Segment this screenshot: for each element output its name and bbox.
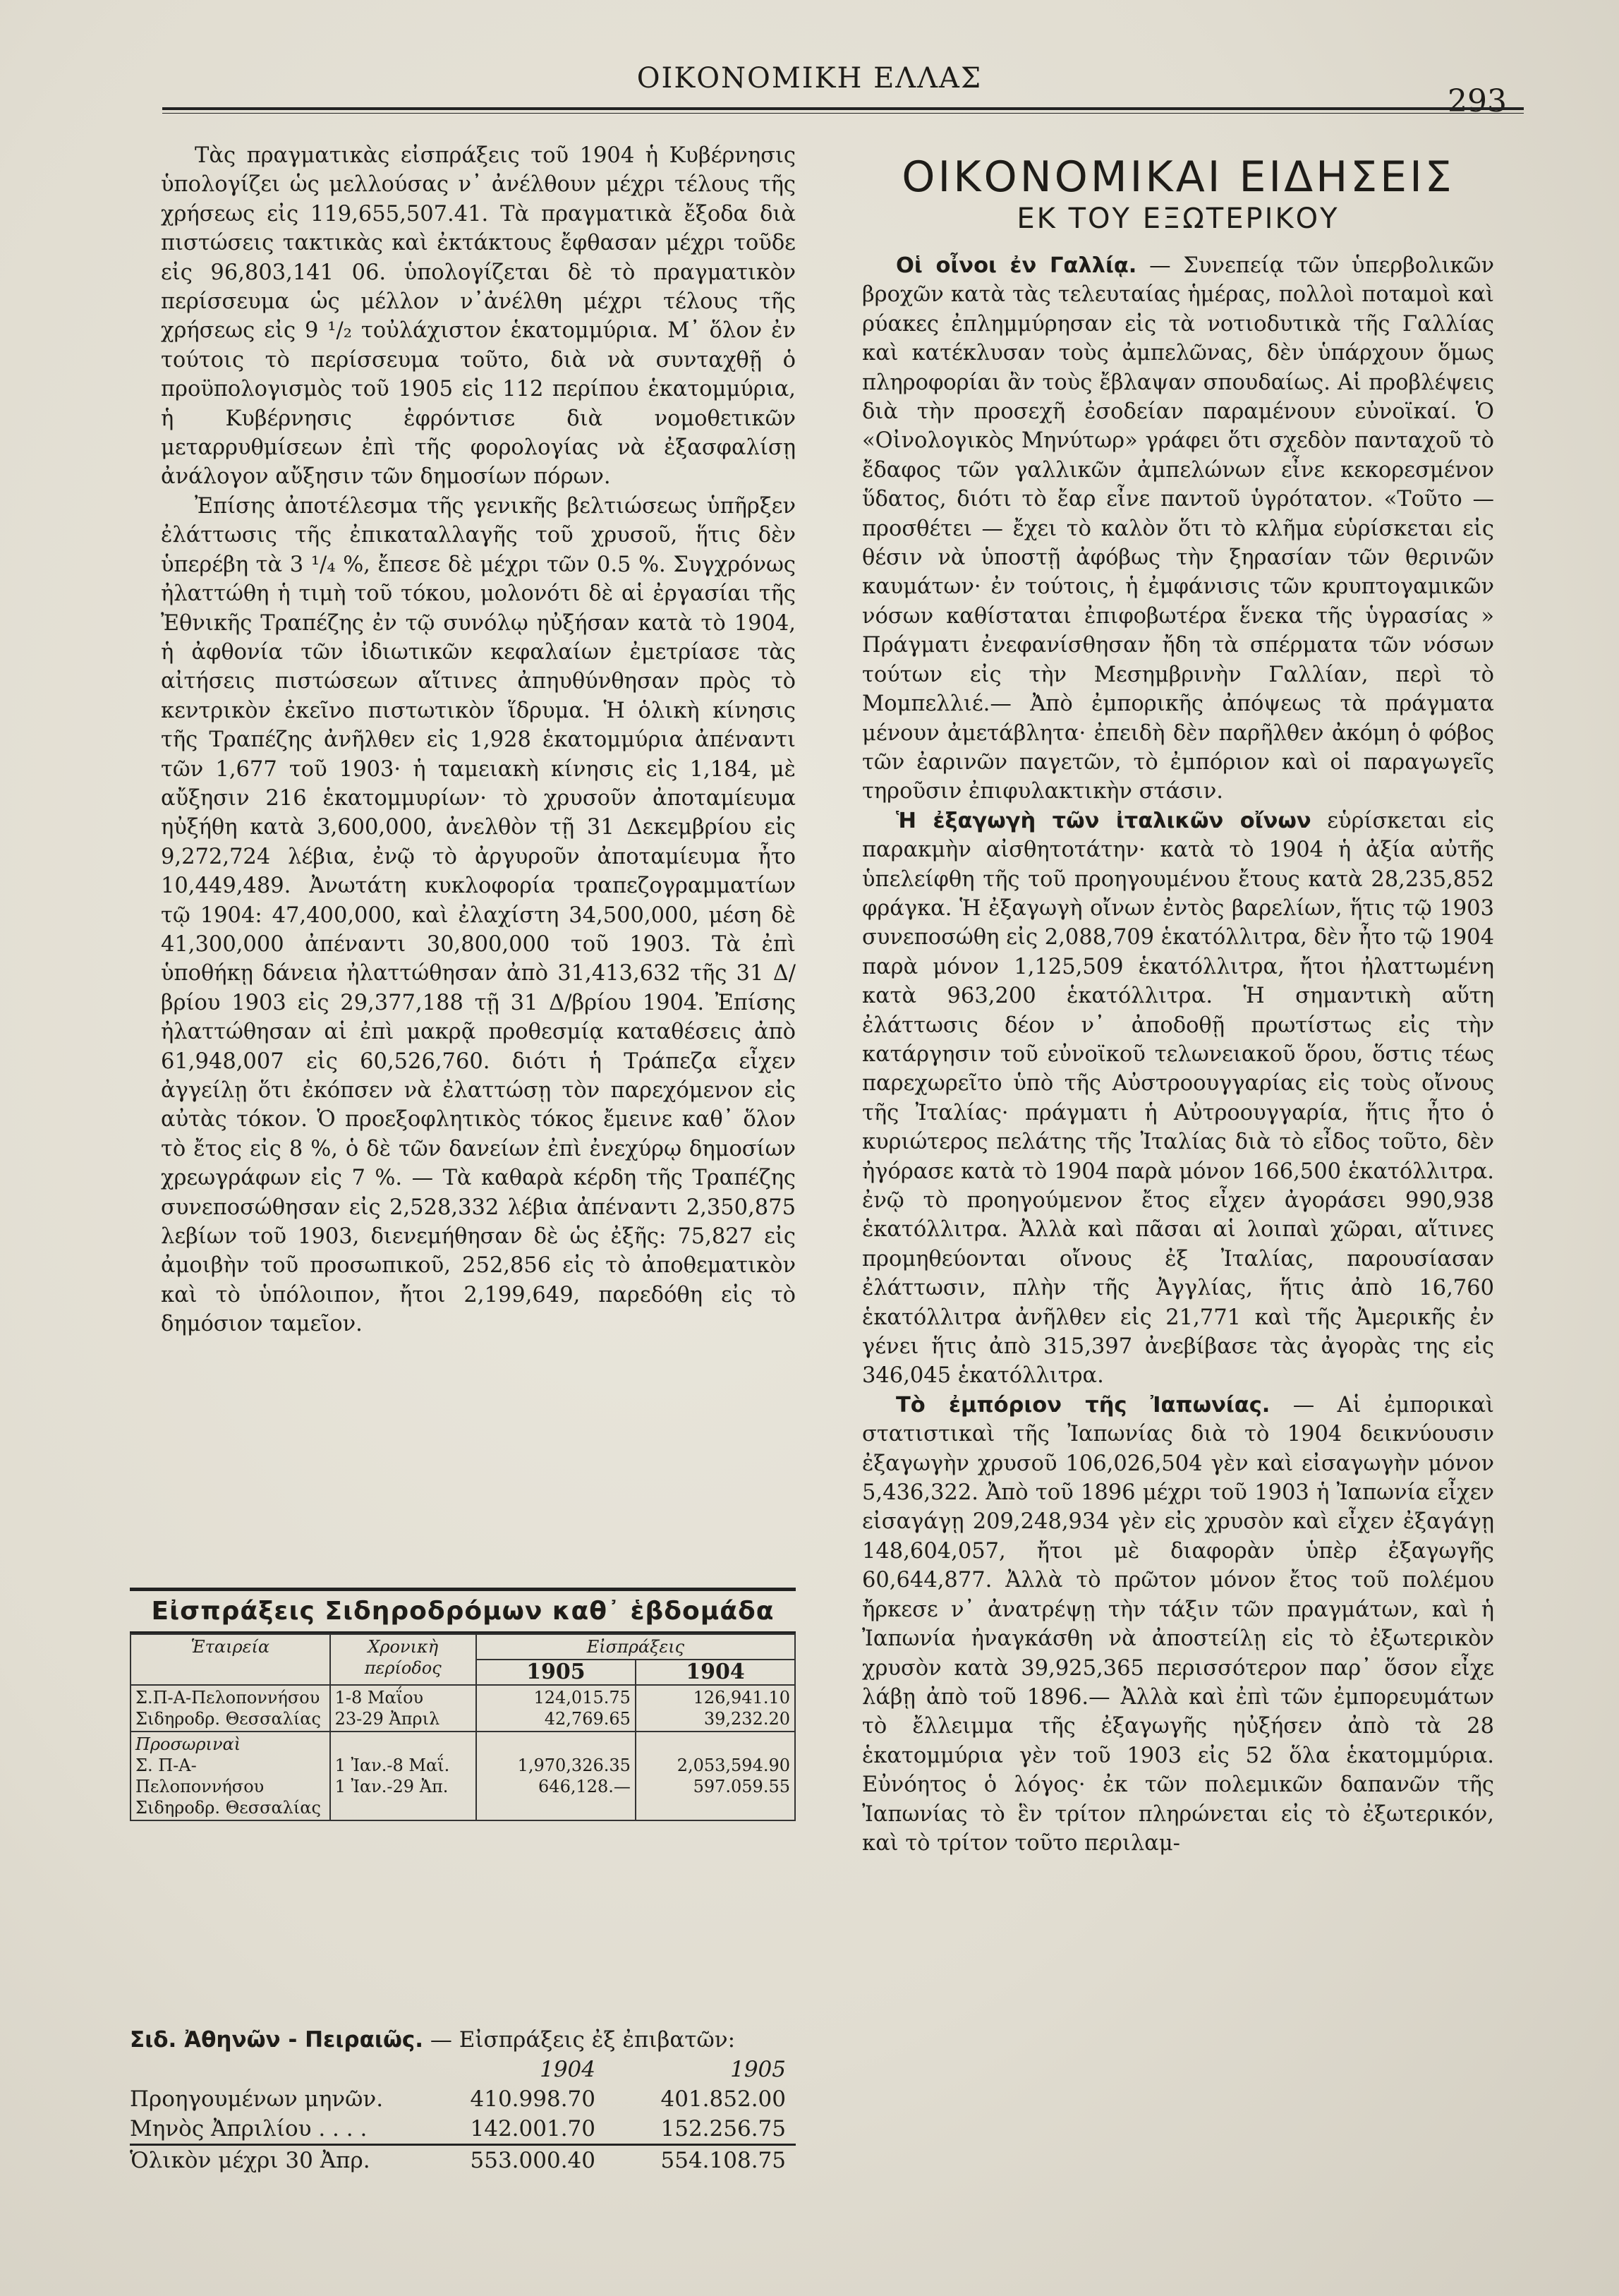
value-1904: 126,941.10 — [693, 1688, 790, 1708]
period-cell — [330, 1685, 476, 1732]
news-text: εὑρίσκεται εἰς παρακμὴν αἰσθητοτάτην· κατὰ τὸ 1904 ἡ ἀξία αὐτῆς ὑπελείφθη τῆς τοῦ προηγουμένου ἔτους κατὰ 28,235,852 φράγκα. Ἡ ἐξαγωγὴ οἴνων ἐντὸς βαρελίων, ἥτις τῷ 1903 συνεποσώθη εἰς 2,088,709 ἑκατόλλιτρα, δὲν ἦτο τῷ 1904 παρὰ μόνον 1,125,509 ἑκατόλλιτρα, ἤτοι ἠλαττωμένη κατὰ 963,200 ἑκατόλλιτρα. Ἡ σημαντικὴ αὕτη ἐλάττωσις δέον ν᾽ ἀποδοθῇ πρωτίστως εἰς τὴν κατάργησιν τοῦ εὐνοϊκοῦ τελωνειακοῦ ὅρου, ὅστις τέως παρεχωρεῖτο ὑπὸ τῆς Αὐστροουγγαρίας εἰς τοὺς οἴνους τῆς Ἰταλίας· πράγματι ἡ Αὐτροουγγαρία, ἥτις ἦτο ὁ κυριώτερος πελάτης τῆς Ἰταλίας διὰ τὸ εἶδος τοῦτο, δὲν ἠγόρασε κατὰ τὸ 1904 παρὰ μόνον 166,500 ἑκατόλλιτρα. ἐνῷ τὸ προηγούμενον ἔτος εἶχεν ἀγοράσει 990,938 ἑκατόλλιτρα. Ἀλλὰ καὶ πᾶσαι αἱ λοιπαὶ χῶραι, αἵτινες προμηθεύονται οἴνους ἐξ Ἰταλίας, παρουσίασαν ἐλάττωσιν, πλὴν τῆς Ἀγγλίας, ἥτις ἀπὸ 16,760 ἑκατόλλιτρα ἀνῆλθεν εἰς 21,771 καὶ τῆς Ἀμερικῆς ἐν γένει ἥτις ἀπὸ 315,397 ἀνεβίβασε τὰς ἀγορὰς της εἰς 346,045 ἑκατόλλιτρα. — [862, 808, 1494, 1389]
news-heading: Ἡ ἐξαγωγὴ τῶν ἰταλικῶν οἴνων — [896, 808, 1311, 833]
year-1905-label: 1905 — [730, 2057, 786, 2082]
athens-piraeus-subtitle: — Εἰσπράξεις ἐξ ἐπιβατῶν: — [430, 2027, 736, 2053]
railway-table-title: Εἰσπράξεις Σιδηροδρόμων καθ᾽ ἑβδομάδα — [130, 1588, 796, 1633]
company-cell — [131, 1685, 330, 1732]
left-column — [161, 141, 796, 1339]
news-item-italian-wines — [862, 806, 1494, 1391]
year-1904-label: 1904 — [540, 2057, 595, 2082]
value-1905: 554.108.75 — [660, 2148, 786, 2173]
news-text: — Συνεπείᾳ τῶν ὑπερβολικῶν βροχῶν κατὰ τὰς τελευταίας ἡμέρας, πολλοὶ ποταμοὶ καὶ ρύακες ἐπλημμύρησαν εἰς τὰ νοτιοδυτικὰ τῆς Γαλλίας καὶ κατέκλυσαν τοὺς ἀμπελῶνας, δὲν ὑπάρχουν ὅμως πληροφορίαι ἂν τοὺς ἔβλαψαν σπουδαίως. Αἱ προβλέψεις διὰ τὴν προσεχῆ ἐσοδείαν παραμένουν εὐνοϊκαί. Ὁ «Οἰνολογικὸς Μηνύτωρ» γράφει ὅτι σχεδὸν πανταχοῦ τὸ ἔδαφος τῶν γαλλικῶν ἀμπελώνων εἶνε κεκορεσμένον ὕδατος, διότι τὸ ἔαρ εἶνε παντοῦ ὑγρότατον. «Τοῦτο — προσθέτει — ἔχει τὸ καλὸν ὅτι τὸ κλῆμα εὑρίσκεται εἰς θέσιν νὰ ὑποστῇ ἀφόβως τὴν ξηρασίαν τῶν θερινῶν καυμάτων· ἐν τούτοις, ἡ ἐμφάνισις τῶν κρυπτογαμικῶν νόσων καθίσταται ἐπιφοβωτέρα ἕνεκα τῆς ὑγρασίας » Πράγματι ἐνεφανίσθησαν ἤδη τὰ σπέρματα τῶν νόσων τούτων εἰς τὴν Μεσημβρινὴν Γαλλίαν, περὶ τὸ Μομπελλιέ.— Ἀπὸ ἐμπορικῆς ἀπόψεως τὰ πράγματα μένουν ἀμετάβλητα· ἐπειδὴ δὲν παρῆλθεν ἀκόμη ὁ φόβος τῶν ἐαρινῶν παγετῶν, τὸ ἐμπόριον καὶ οἱ παραγωγεῖς τηροῦσιν ἐπιφυλακτικὴν στάσιν. — [862, 253, 1494, 804]
section-subtitle: ΕΚ ΤΟΥ ΕΞΩΤΕΡΙΚΟΥ — [1017, 203, 1340, 235]
athens-piraeus-title: Σιδ. Ἀθηνῶν - Πειραιῶς. — [130, 2027, 424, 2053]
news-item-japan-trade — [862, 1391, 1494, 1859]
value-1904-cell — [636, 1685, 795, 1732]
value-1905: 42,769.65 — [544, 1709, 631, 1729]
news-heading: Οἱ οἶνοι ἐν Γαλλίᾳ. — [896, 253, 1137, 278]
value-1904: 410.998.70 — [470, 2086, 595, 2112]
value-1904: 142.001.70 — [470, 2116, 595, 2141]
running-title: ΟΙΚΟΝΟΜΙΚΗ ΕΛΛΑΣ — [636, 62, 983, 95]
column-header-receipts: Εἰσπράξεις — [476, 1634, 795, 1660]
value-1905-cell — [476, 1685, 636, 1732]
company-name: Σιδηροδρ. Θεσσαλίας — [135, 1798, 321, 1818]
station-row — [130, 2114, 796, 2144]
news-heading: Τὸ ἐμπόριον τῆς Ἰαπωνίας. — [896, 1392, 1271, 1418]
row-label: Ὁλικὸν μέχρι 30 Ἀπρ. — [130, 2148, 370, 2173]
value-1904: 553.000.40 — [470, 2148, 595, 2173]
value-1905: 401.852.00 — [660, 2086, 786, 2112]
column-header-1905: 1905 — [476, 1660, 636, 1685]
row-label: Προηγουμένων μηνῶν. — [130, 2086, 384, 2112]
right-column — [862, 152, 1494, 1858]
paragraph-bank: Ἐπίσης ἀποτέλεσμα τῆς γενικῆς βελτιώσεως ὑπῆρξεν ἐλάττωσις τῆς ἐπικαταλλαγῆς τοῦ χρυσοῦ, ἥτις δὲν ὑπερέβη τὰ 3 ¹/₄ %, ἔπεσε δὲ μέχρι τῶν 0.5 %. Συγχρόνως ἠλαττώθη ἡ τιμὴ τοῦ τόκου, μολονότι δὲ αἱ ἐργασίαι τῆς Ἐθνικῆς Τραπέζης ἐν τῷ συνόλῳ ηὐξήσαν κατὰ τὸ 1904, ἡ ἀφθονία τῶν ἰδιωτικῶν κεφαλαίων ἐμετρίασε τὰς αἰτήσεις πιστώσεων αἵτινες ἀπηυθύνθησαν πρὸς τὸ κεντρικὸν ἐκεῖνο πιστωτικὸν ἵδρυμα. Ἡ ὁλικὴ κίνησις τῆς Τραπέζης ἀνῆλθεν εἰς 1,928 ἑκατομμύρια ἀπέναντι τῶν 1,677 τοῦ 1903· ἡ ταμειακὴ κίνησις εἰς 1,184, μὲ αὔξησιν 216 ἑκατομμυρίων· τὸ χρυσοῦν ἀποταμίευμα ηὐξήθη κατὰ 3,600,000, ἀνελθὸν τῇ 31 Δεκεμβρίου εἰς 9,272,724 λέβια, ἐνῷ τὸ ἀργυροῦν ἀποταμίευμα ἦτο 10,449,489. Ἀνωτάτη κυκλοφορία τραπεζογραμματίων τῷ 1904: 47,400,000, καὶ ἐλαχίστη 34,500,000, μέση δὲ 41,300,000 ἀπέναντι 30,800,000 τοῦ 1903. Τὰ ἐπὶ ὑποθήκῃ δάνεια ἠλαττώθησαν ἀπὸ 31,413,632 τῆς 31 Δ/βρίου 1903 εἰς 29,377,188 τῇ 31 Δ/βρίου 1904. Ἐπίσης ἠλαττώθησαν αἱ ἐπὶ μακρᾷ προθεσμίᾳ καταθέσεις ἀπὸ 61,948,007 εἰς 60,526,760. διότι ἡ Τράπεζα εἶχεν ἀγγείλῃ ὅτι ἐκόπσεν νὰ ἐλαττώσῃ τὸν παρεχόμενον εἰς αὐτὰς τόκον. Ὁ προεξοφλητικὸς τόκος ἔμεινε καθ᾽ ὅλον τὸ ἔτος εἰς 8 %, ὁ δὲ τῶν δανείων ἐπὶ ἐνεχύρῳ δημοσίων χρεωγράφων εἰς 7 %. — Τὰ καθαρὰ κέρδη τῆς Τραπέζης συνεποσώθησαν εἰς 2,528,332 λέβια ἀπέναντι 2,350,875 λεβίων τοῦ 1903, διενεμήθησαν δὲ ὡς ἐξῆς: 75,827 εἰς ἀμοιβὴν τοῦ προσωπικοῦ, 252,856 εἰς τὸ ἀποθεματικὸν καὶ τὸ ὑπόλοιπον, ἤτοι 2,199,649, παρεδόθη εἰς τὸ δημόσιον ταμεῖον. — [161, 493, 796, 1337]
value-1905: 646,128.— — [538, 1777, 631, 1796]
year-header-row — [130, 2055, 796, 2084]
period-value: 1 Ἰαν.-8 Μαΐ. — [334, 1756, 450, 1775]
period-value: 1-8 Μαΐου — [334, 1688, 424, 1708]
period-value: 23-29 Ἀπριλ — [334, 1709, 440, 1729]
value-1905: 152.256.75 — [660, 2116, 786, 2141]
value-1905: 1,970,326.35 — [517, 1756, 631, 1775]
table-row — [131, 1732, 795, 1820]
company-cell — [131, 1732, 330, 1820]
table-row — [131, 1685, 795, 1732]
period-value: 1 Ἰαν.-29 Ἀπ. — [334, 1777, 449, 1796]
value-1904: 2,053,594.90 — [677, 1756, 790, 1775]
page-number: 293 — [1448, 83, 1507, 119]
period-cell — [330, 1732, 476, 1820]
athens-piraeus-block — [130, 2025, 796, 2175]
news-text: — Αἱ ἐμπορικαὶ στατιστικαὶ τῆς Ἰαπωνίας διὰ τὸ 1904 δεικνύουσιν ἐξαγωγὴν χρυσοῦ 106,026,504 γὲν καὶ εἰσαγωγὴν μόνον 5,436,322. Ἀπὸ τοῦ 1896 μέχρι τοῦ 1903 ἡ Ἰαπωνία εἶχεν εἰσαγάγῃ 209,248,934 γὲν εἰς χρυσὸν καὶ εἶχεν ἐξαγάγῃ 148,604,057, ἤτοι μὲ διαφορὰν ὑπὲρ ἐξαγωγῆς 60,644,877. Ἀλλὰ τὸ πρῶτον μόνον ἔτος τοῦ πολέμου ἤρκεσε ν᾽ ἀνατρέψῃ τὴν τάξιν τῶν πραγμάτων, καὶ ἡ Ἰαπωνία ἠναγκάσθη νὰ ἀποστείλῃ εἰς τὸ ἐξωτερικὸν χρυσὸν κατὰ 39,925,365 περισσότερον παρ᾽ ὅσον εἶχε λάβῃ ἀπὸ τοῦ 1896.— Ἀλλὰ καὶ ἐπὶ τῶν ἐμπορευμάτων τὸ ἔλλειμμα τῆς ἐξαγωγῆς ηὐξήσεν ἀπὸ τὰ 28 ἑκατομμύρια γὲν τοῦ 1903 εἰς 52 ὅλα ἑκατομμύρια. Εὐνόητος ὁ λόγος· ἐκ τῶν πολεμικῶν δαπανῶν τῆς Ἰαπωνίας τὸ ἓν τρίτον πληρώνεται εἰς τὸ ἐξωτερικόν, καὶ τὸ τρίτον τοῦτο περιλαμ- — [862, 1392, 1494, 1856]
news-item-france-wines — [862, 251, 1494, 806]
value-1904-cell — [636, 1732, 795, 1820]
column-header-period: Χρονικὴ περίοδος — [330, 1634, 476, 1685]
value-1905: 124,015.75 — [533, 1688, 631, 1708]
station-total-row — [130, 2144, 796, 2175]
paragraph-budget: Τὰς πραγματικὰς εἰσπράξεις τοῦ 1904 ἡ Κυβέρνησις ὑπολογίζει ὡς μελλούσας ν᾽ ἀνέλθουν μέχρι τέλους τῆς χρήσεως εἰς 119,655,507.41. Τὰ πραγματικὰ ἔξοδα διὰ πιστώσεις τακτικὰς καὶ ἐκτάκτους ἔφθασαν μέχρι τοῦδε εἰς 96,803,141 06. ὑπολογίζεται δὲ τὸ πραγματικὸν περίσσευμα ὡς μέλλον ν᾽ἀνέλθη μέχρι τέλους τῆς χρήσεως εἰς 9 ¹/₂ τοὐλάχιστον ἑκατομμύρια. Μ᾽ ὅλον ἐν τούτοις τὸ περίσσευμα τοῦτο, διὰ νὰ συνταχθῇ ὁ προϋπολογισμὸς τοῦ 1905 εἰς 112 περίπου ἑκατομμύρια, ἡ Κυβέρνησις ἐφρόντισε διὰ νομοθετικῶν μεταρρυθμίσεων ἐπὶ τῆς φορολογίας νὰ ἐξασφαλίσῃ ἀνάλογον αὔξησιν τῶν δημοσίων πόρων. — [161, 143, 796, 490]
header-rule — [162, 107, 1524, 114]
railway-receipts-table — [130, 1633, 796, 1821]
railway-receipts-block — [130, 1588, 796, 1821]
provisional-label: Προσωριναὶ — [135, 1734, 241, 1754]
station-row — [130, 2084, 796, 2114]
section-title: ΟΙΚΟΝΟΜΙΚΑΙ ΕΙΔΗΣΕΙΣ — [902, 152, 1455, 202]
value-1904: 39,232.20 — [703, 1709, 790, 1729]
value-1904: 597.059.55 — [693, 1777, 790, 1796]
company-name: Σ. Π-Α-Πελοποννήσου — [135, 1756, 265, 1796]
column-header-company: Ἑταιρεία — [131, 1634, 330, 1685]
row-label: Μηνὸς Ἀπριλίου . . . . — [130, 2116, 368, 2141]
company-name: Σιδηροδρ. Θεσσαλίας — [135, 1709, 321, 1729]
company-name: Σ.Π-Α-Πελοποννήσου — [135, 1688, 320, 1708]
value-1905-cell — [476, 1732, 636, 1820]
column-header-1904: 1904 — [636, 1660, 795, 1685]
